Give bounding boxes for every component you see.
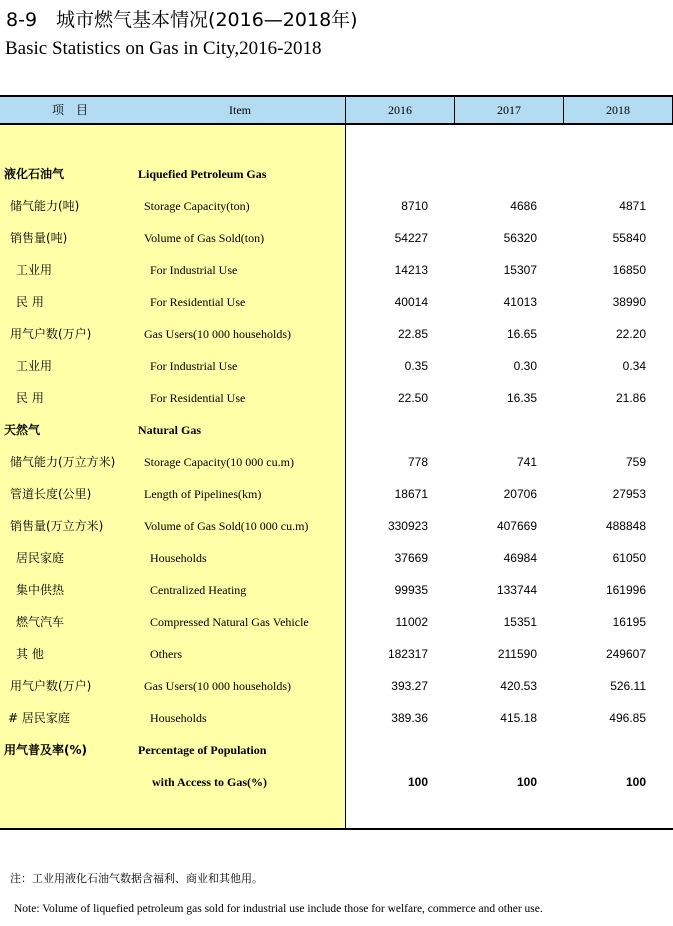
table-row xyxy=(0,350,673,382)
table-row xyxy=(0,158,673,190)
value-2018: 22.20 xyxy=(615,327,646,341)
row-label-chinese: 工业用 xyxy=(16,263,53,277)
value-2017: 100 xyxy=(516,775,537,789)
table-row xyxy=(0,542,673,574)
row-label-english: For Residential Use xyxy=(150,391,246,405)
row-label-english: Storage Capacity(ton) xyxy=(144,199,250,213)
value-2017: 16.35 xyxy=(506,391,537,405)
header-item-chinese: 项 目 xyxy=(51,103,88,117)
footnote-english: Note: Volume of liquefied petroleum gas sold for industrial use include those for welfare, commerce and other use. xyxy=(14,903,543,915)
value-2018: 16850 xyxy=(612,263,646,277)
value-2016: 389.36 xyxy=(391,711,428,725)
table-title-english: Basic Statistics on Gas in City,2016-2018 xyxy=(5,38,322,59)
row-label-english: Gas Users(10 000 households) xyxy=(144,327,291,341)
table-title-chinese: 8-9 城市燃气基本情况(2016—2018年) xyxy=(6,9,358,31)
value-2017: 741 xyxy=(516,455,537,469)
value-2017: 420.53 xyxy=(500,679,537,693)
row-label-english: Households xyxy=(150,711,207,725)
value-2018: 16195 xyxy=(612,615,646,629)
value-2018: 100 xyxy=(625,775,646,789)
value-2018: 161996 xyxy=(605,583,646,597)
header-year-2018: 2018 xyxy=(606,103,630,117)
table-row xyxy=(0,446,673,478)
value-2016: 100 xyxy=(407,775,428,789)
value-2016: 182317 xyxy=(387,647,428,661)
row-label-english: Volume of Gas Sold(ton) xyxy=(144,231,265,245)
row-label-chinese: 销售量(万立方米) xyxy=(10,519,104,533)
row-label-chinese: 储气能力(吨) xyxy=(10,199,80,213)
row-label-english: Volume of Gas Sold(10 000 cu.m) xyxy=(144,519,309,533)
row-label-english: For Industrial Use xyxy=(150,359,238,373)
value-2016: 99935 xyxy=(394,583,428,597)
value-2018: 249607 xyxy=(605,647,646,661)
row-label-chinese: 用气普及率(%) xyxy=(4,743,87,757)
value-2018: 0.34 xyxy=(622,359,646,373)
table-row xyxy=(0,382,673,414)
row-label-english: For Industrial Use xyxy=(150,263,238,277)
value-2017: 4686 xyxy=(510,199,537,213)
table-row xyxy=(0,638,673,670)
value-2018: 21.86 xyxy=(615,391,646,405)
row-label-chinese: 燃气汽车 xyxy=(16,615,65,629)
value-2017: 211590 xyxy=(497,647,537,661)
value-2018: 496.85 xyxy=(609,711,646,725)
value-2016: 393.27 xyxy=(391,679,428,693)
table-row xyxy=(0,670,673,702)
value-2018: 55840 xyxy=(612,231,646,245)
value-2017: 15307 xyxy=(503,263,537,277)
row-label-chinese: 销售量(吨) xyxy=(10,231,68,245)
row-label-chinese: 用气户数(万户) xyxy=(10,679,92,693)
table-row xyxy=(0,286,673,318)
row-label-chinese: 天然气 xyxy=(4,423,41,437)
value-2016: 8710 xyxy=(401,199,428,213)
value-2016: 22.50 xyxy=(397,391,428,405)
table-bottom-rule xyxy=(0,828,673,830)
value-2017: 20706 xyxy=(503,487,537,501)
value-2017: 0.30 xyxy=(513,359,537,373)
table-row xyxy=(0,606,673,638)
value-2016: 40014 xyxy=(394,295,428,309)
table-row xyxy=(0,574,673,606)
row-label-chinese: 管道长度(公里) xyxy=(10,487,92,501)
value-2016: 22.85 xyxy=(397,327,428,341)
table-row xyxy=(0,478,673,510)
footnote-chinese: 注：工业用液化石油气数据含福利、商业和其他用。 xyxy=(10,872,263,885)
table-row xyxy=(0,766,673,798)
value-2017: 41013 xyxy=(503,295,537,309)
table-row xyxy=(0,510,673,542)
row-label-english: Compressed Natural Gas Vehicle xyxy=(150,615,309,629)
row-label-english: Storage Capacity(10 000 cu.m) xyxy=(144,455,294,469)
value-2016: 54227 xyxy=(394,231,428,245)
row-label-chinese: 居民家庭 xyxy=(16,551,65,565)
row-label-english: Percentage of Population xyxy=(138,743,267,757)
table-row xyxy=(0,702,673,734)
row-label-english: Households xyxy=(150,551,207,565)
header-year-2017: 2017 xyxy=(497,103,521,117)
value-2018: 488848 xyxy=(605,519,646,533)
value-2016: 11002 xyxy=(395,615,428,629)
value-2017: 16.65 xyxy=(506,327,537,341)
value-2017: 407669 xyxy=(496,519,537,533)
table-row xyxy=(0,318,673,350)
table-row xyxy=(0,254,673,286)
value-2018: 4871 xyxy=(619,199,646,213)
value-2018: 759 xyxy=(625,455,646,469)
row-label-english: Centralized Heating xyxy=(150,583,247,597)
value-2017: 415.18 xyxy=(500,711,537,725)
row-label-chinese: 其 他 xyxy=(16,647,44,661)
value-2017: 46984 xyxy=(503,551,537,565)
row-label-chinese: 民 用 xyxy=(16,391,44,405)
row-label-chinese: 用气户数(万户) xyxy=(10,327,92,341)
header-year-2016: 2016 xyxy=(388,103,412,117)
value-2017: 56320 xyxy=(503,231,537,245)
value-2016: 0.35 xyxy=(404,359,428,373)
row-label-chinese: 集中供热 xyxy=(16,583,65,597)
header-divider xyxy=(563,95,564,125)
row-label-chinese: 民 用 xyxy=(16,295,44,309)
value-2018: 27953 xyxy=(612,487,646,501)
value-2016: 778 xyxy=(407,455,428,469)
row-label-chinese: # 居民家庭 xyxy=(8,711,70,725)
row-label-chinese: 储气能力(万立方米) xyxy=(10,455,116,469)
value-2016: 330923 xyxy=(387,519,428,533)
value-2017: 133744 xyxy=(496,583,537,597)
header-divider xyxy=(454,95,455,125)
value-2018: 526.11 xyxy=(610,679,646,693)
header-item-english: Item xyxy=(229,103,251,117)
table-row xyxy=(0,190,673,222)
value-2018: 38990 xyxy=(612,295,646,309)
value-2016: 37669 xyxy=(394,551,428,565)
row-label-chinese: 工业用 xyxy=(16,359,53,373)
row-label-english: Gas Users(10 000 households) xyxy=(144,679,291,693)
row-label-english: with Access to Gas(%) xyxy=(152,775,267,789)
row-label-english: Liquefied Petroleum Gas xyxy=(138,167,267,181)
row-label-english: For Residential Use xyxy=(150,295,246,309)
table-row xyxy=(0,734,673,766)
row-label-english: Natural Gas xyxy=(138,423,201,437)
value-2016: 14213 xyxy=(394,263,428,277)
value-2017: 15351 xyxy=(503,615,537,629)
row-label-english: Others xyxy=(150,647,182,661)
statistics-table xyxy=(0,95,673,830)
row-label-english: Length of Pipelines(km) xyxy=(144,487,262,501)
value-2016: 18671 xyxy=(394,487,428,501)
value-2018: 61050 xyxy=(612,551,646,565)
table-row xyxy=(0,222,673,254)
row-label-chinese: 液化石油气 xyxy=(4,167,65,181)
table-row xyxy=(0,414,673,446)
table-row xyxy=(0,126,673,158)
